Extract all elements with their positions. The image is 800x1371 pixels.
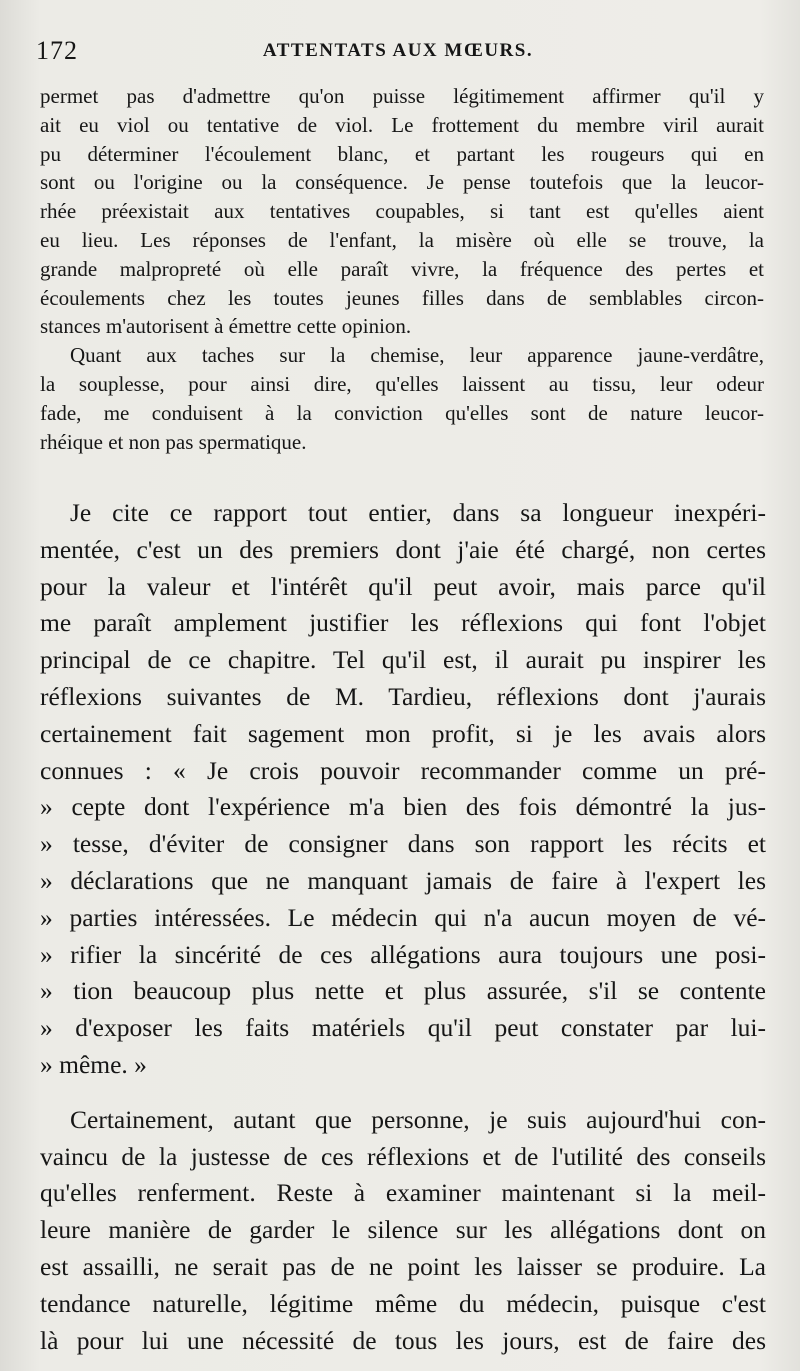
text-line: rhéique et non pas spermatique. <box>40 429 307 454</box>
page-header <box>36 36 760 76</box>
text-line: grande malpropreté où elle paraît vivre, la fréquence des pertes et <box>40 256 764 281</box>
text-line: fade, me conduisent à la conviction qu'elles sont de nature leucor- <box>40 400 764 425</box>
text-line: stances m'autorisent à émettre cette opinion. <box>40 314 412 339</box>
text-line: ait eu viol ou tentative de viol. Le frottement du membre viril aurait <box>40 112 764 137</box>
text-line: vaincu de la justesse de ces réflexions et de l'utilité des conseils <box>40 1141 766 1171</box>
text-line: » parties intéressées. Le médecin qui n'a aucun moyen de vé- <box>40 902 766 932</box>
text-line: » tesse, d'éviter de consigner dans son rapport les récits et <box>40 829 766 859</box>
text-line: » tion beaucoup plus nette et plus assurée, s'il se contente <box>40 976 766 1006</box>
text-line: écoulements chez les toutes jeunes filles dans de semblables circon- <box>40 285 764 310</box>
text-line: » même. » <box>40 1049 147 1079</box>
text-line: la souplesse, pour ainsi dire, qu'elles laissent au tissu, leur odeur <box>40 371 764 396</box>
text-line: pu déterminer l'écoulement blanc, et partant les rougeurs qui en <box>40 141 764 166</box>
text-line: mentée, c'est un des premiers dont j'aie été chargé, non certes <box>40 534 766 564</box>
text-line: là pour lui une nécessité de tous les jours, est de faire des <box>40 1325 766 1355</box>
report-excerpt <box>40 82 764 456</box>
text-line: » déclarations que ne manquant jamais de faire à l'expert les <box>40 865 766 895</box>
text-line: rhée préexistait aux tentatives coupables, si tant est qu'elles aient <box>40 199 764 224</box>
text-line: connues : « Je crois pouvoir recommander comme un pré- <box>40 755 766 785</box>
text-line: qu'elles renferment. Reste à examiner maintenant si la meil- <box>40 1178 766 1208</box>
text-line: permet pas d'admettre qu'on puisse légitimement affirmer qu'il y <box>40 84 764 108</box>
text-line: Quant aux taches sur la chemise, leur apparence jaune-verdâtre, <box>70 343 764 368</box>
body-text <box>40 495 766 1359</box>
text-line: tendance naturelle, légitime même du médecin, puisque c'est <box>40 1288 766 1318</box>
text-line: me paraît amplement justifier les réflexions qui font l'objet <box>40 608 766 638</box>
text-line: certainement fait sagement mon profit, si je les avais alors <box>40 718 766 748</box>
text-line: eu lieu. Les réponses de l'enfant, la misère où elle se trouve, la <box>40 227 764 252</box>
text-line: » d'exposer les faits matériels qu'il peut constater par lui- <box>40 1013 766 1043</box>
text-line: principal de ce chapitre. Tel qu'il est, il aurait pu inspirer les <box>40 645 766 675</box>
text-line: » rifier la sincérité de ces allégations aura toujours une posi- <box>40 939 766 969</box>
running-title: ATTENTATS AUX MŒURS. <box>262 40 534 61</box>
text-line: pour la valeur et l'intérêt qu'il peut avoir, mais parce qu'il <box>40 571 766 601</box>
text-line: Certainement, autant que personne, je suis aujourd'hui con- <box>70 1104 766 1134</box>
text-line: » cepte dont l'expérience m'a bien des fois démontré la jus- <box>40 792 766 822</box>
text-line: est assailli, ne serait pas de ne point les laisser se produire. La <box>40 1251 766 1281</box>
text-line: réflexions suivantes de M. Tardieu, réflexions dont j'aurais <box>40 681 766 711</box>
text-line: Je cite ce rapport tout entier, dans sa longueur inexpéri- <box>70 498 766 527</box>
text-line: leure manière de garder le silence sur les allégations dont on <box>40 1215 766 1245</box>
page-number: 172 <box>36 36 78 65</box>
text-line: sont ou l'origine ou la conséquence. Je pense toutefois que la leucor- <box>40 170 764 195</box>
